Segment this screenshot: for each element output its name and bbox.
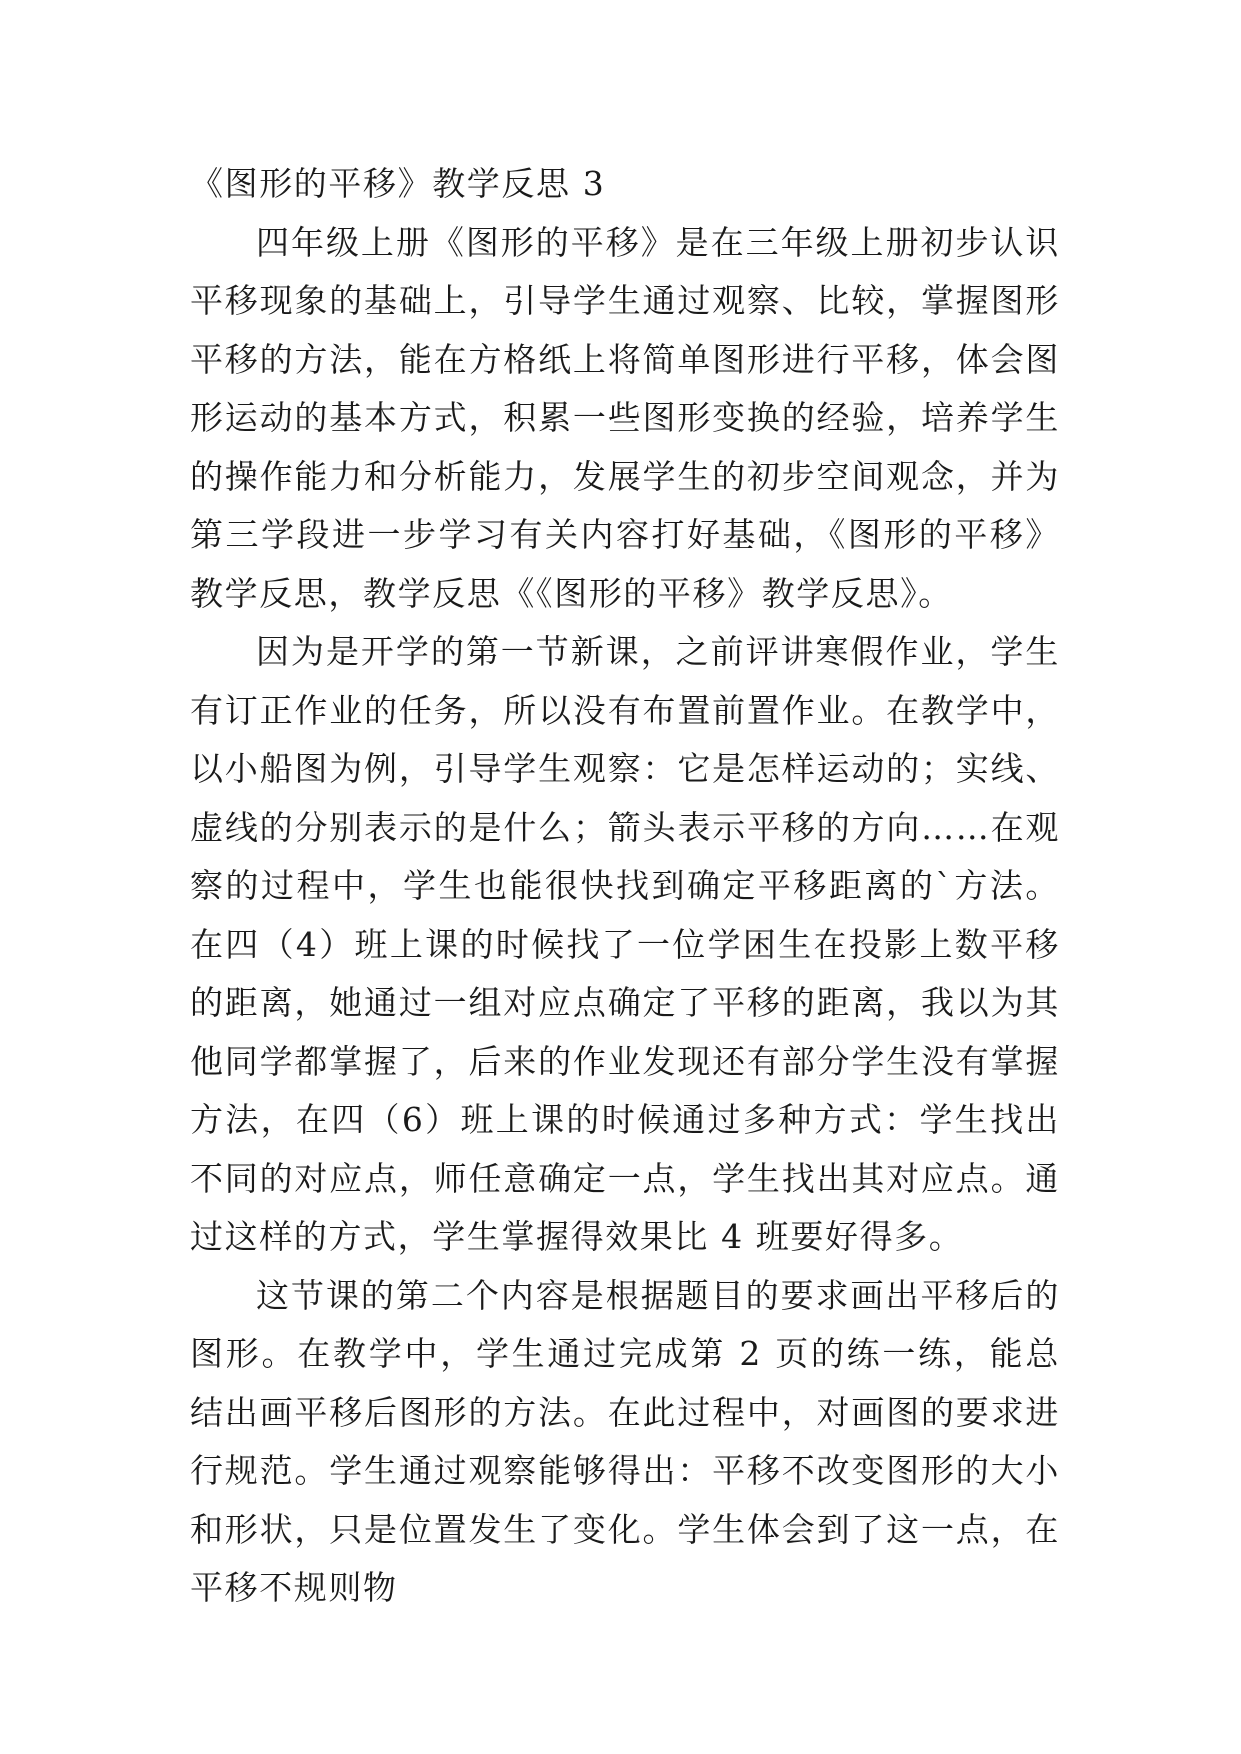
paragraph-2: 因为是开学的第一节新课，之前评讲寒假作业，学生有订正作业的任务，所以没有布置前置作业。在教学中，以小船图为例，引导学生观察：它是怎样运动的；实线、虚线的分别表示的是什么；箭头表示平移的方向……在观察的过程中，学生也能很快找到确定平移距离的`方法。在四（4）班上课的时候找了一位学困生在投影上数平移的距离，她通过一组对应点确定了平移的距离，我以为其他同学都掌握了，后来的作业发现还有部分学生没有掌握方法，在四（6）班上课的时候通过多种方式：学生找出不同的对应点，师任意确定一点，学生找出其对应点。通过这样的方式，学生掌握得效果比 4 班要好得多。 <box>190 632 1060 1256</box>
document-body <box>190 155 1060 1618</box>
document-title: 《图形的平移》教学反思 3 <box>190 164 606 203</box>
paragraph-3: 这节课的第二个内容是根据题目的要求画出平移后的图形。在教学中，学生通过完成第 2 页的练一练，能总结出画平移后图形的方法。在此过程中，对画图的要求进行规范。学生通过观察能够得出：平移不改变图形的大小和形状，只是位置发生了变化。学生体会到了这一点，在平移不规则物 <box>190 1275 1060 1607</box>
paragraph-1: 四年级上册《图形的平移》是在三年级上册初步认识平移现象的基础上，引导学生通过观察、比较，掌握图形平移的方法，能在方格纸上将简单图形进行平移，体会图形运动的基本方式，积累一些图形变换的经验，培养学生的操作能力和分析能力，发展学生的初步空间观念，并为第三学段进一步学习有关内容打好基础，《图形的平移》教学反思，教学反思《《图形的平移》教学反思》。 <box>190 222 1060 613</box>
